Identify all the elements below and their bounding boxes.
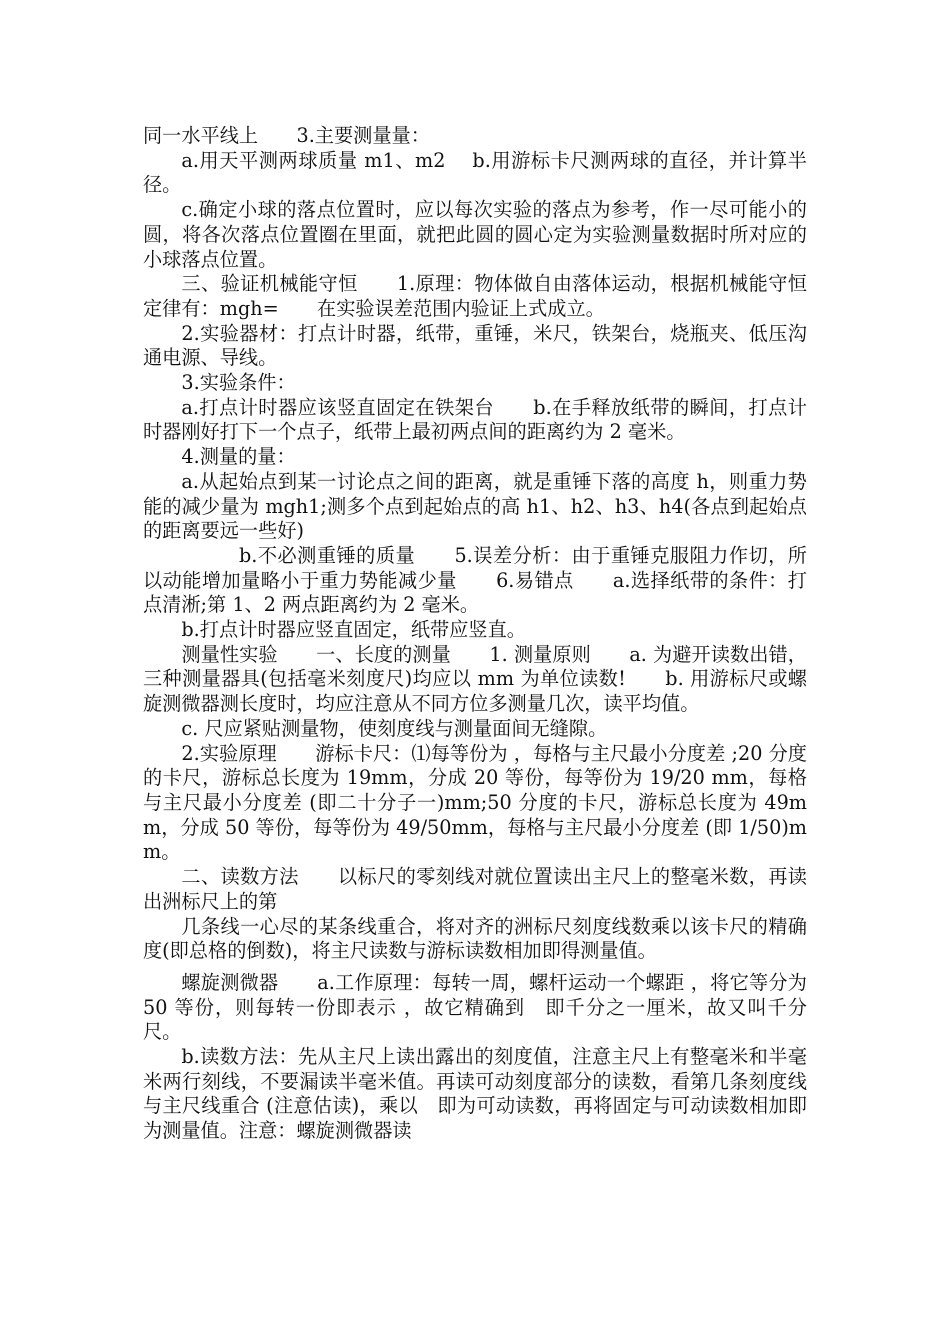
paragraph-conditions-heading: 3.实验条件：: [181, 371, 296, 395]
paragraph-mass-diameter: a.用天平测两球质量 m1、m2 b.用游标卡尺测两球的直径，并计算半径。: [143, 148, 807, 197]
paragraph-vernier-principle: 2.实验原理 游标卡尺：⑴每等份为 ，每格与主尺最小分度差 ;20 分度的卡尺，游标总长度为 19mm，分成 20 等份，每等份为 19/20 mm，每格与主尺最小分度差 (即二十分子一)mm;50 分度的卡尺，游标总长度为 49mm，分成 50 等份，每等份为 49/50mm，每格与主尺最小分度差 (即 1/50)mm。: [143, 741, 807, 864]
paragraph-intro: 同一水平线上 3.主要测量量：: [143, 124, 430, 147]
paragraph-length-measure: 测量性实验 一、长度的测量 1. 测量原则 a. 为避开读数出错，三种测量器具(包括毫米刻度尺)均应以 mm 为单位读数! b. 用游标尺或螺旋测微器测长度时，均应注意从不同方位多测量几次，读平均值。: [143, 642, 807, 716]
paragraph-measure-heading: 4.测量的量：: [181, 445, 296, 469]
paragraph-micrometer: 螺旋测微器 a.工作原理：每转一周，螺杆运动一个螺距 ，将它等分为 50 等份，则每转一份即表示 ，故它精确到 即千分之一厘米，故又叫千分尺。: [143, 970, 807, 1044]
paragraph-energy-principle: 三、验证机械能守恒 1.原理：物体做自由落体运动，根据机械能守恒定律有：mgh= 在实验误差范围内验证上式成立。: [143, 272, 807, 320]
paragraph-gap: [143, 964, 807, 971]
paragraph-landing-point: c.确定小球的落点位置时，应以每次实验的落点为参考，作一尽可能小的圆，将各次落点位置圈在里面，就把此圆的圆心定为实验测量数据时所对应的小球落点位置。: [143, 198, 807, 271]
paragraph-conditions: a.打点计时器应该竖直固定在铁架台 b.在手释放纸带的瞬间，打点计时器刚好打下一个点子，纸带上最初两点间的距离约为 2 毫米。: [143, 395, 807, 444]
paragraph-reading-method: 二、读数方法 以标尺的零刻线对就位置读出主尺上的整毫米数，再读出洲标尺上的第: [143, 865, 807, 913]
paragraph-timer-vertical: b.打点计时器应竖直固定，纸带应竖直。: [181, 618, 526, 642]
paragraph-ruler-contact: c. 尺应紧贴测量物，使刻度线与测量面间无缝隙。: [181, 716, 608, 740]
paragraph-equipment: 2.实验器材：打点计时器，纸带，重锤，米尺，铁架台，烧瓶夹、低压沟通电源、导线。: [143, 321, 807, 370]
document-page: [143, 124, 807, 1144]
paragraph-height-measure: a.从起始点到某一讨论点之间的距离，就是重锤下落的高度 h，则重力势能的减少量为 mgh1;测多个点到起始点的高 h1、h2、h3、h4(各点到起始点的距离要远一些好): [143, 469, 807, 543]
paragraph-micrometer-reading: b.读数方法：先从主尺上读出露出的刻度值，注意主尺上有整毫米和半毫米两行刻线，不要漏读半毫米值。再读可动刻度部分的读数，看第几条刻度线与主尺线重合 (注意估读)，乘以 即为可动读数，再将固定与可动读数相加即为测量值。注意：螺旋测微器读: [143, 1045, 807, 1143]
paragraph-error-analysis: b.不必测重锤的质量 5.误差分析：由于重锤克服阻力作切，所以动能增加量略小于重力势能减少量 6.易错点 a.选择纸带的条件：打点清淅;第 1、2 两点距离约为 2 毫米。: [143, 543, 807, 617]
paragraph-reading-continued: 几条线一心尽的某条线重合，将对齐的洲标尺刻度线数乘以该卡尺的精确度(即总格的倒数)，将主尺读数与游标读数相加即得测量值。: [143, 914, 807, 963]
